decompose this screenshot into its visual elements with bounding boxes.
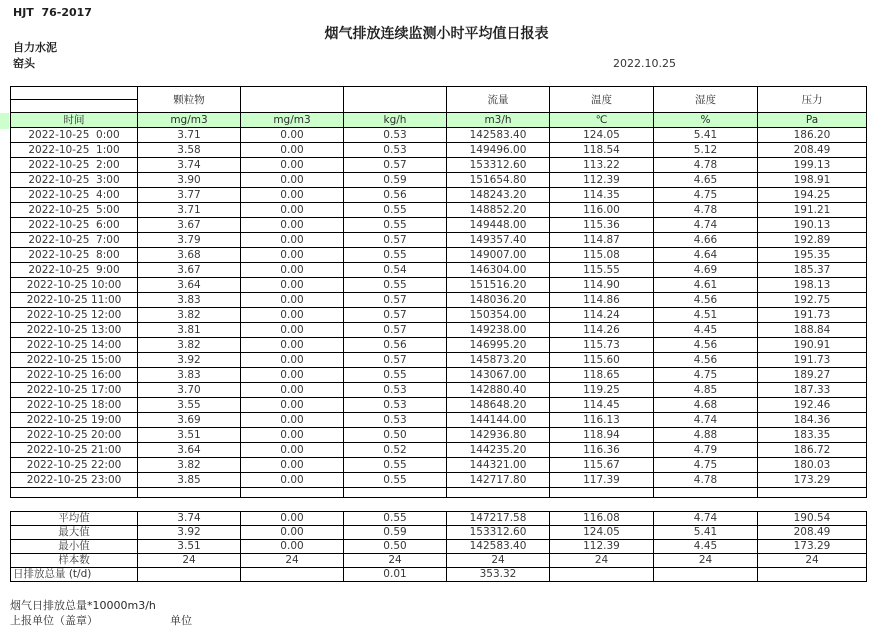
- summary-row: [11, 526, 867, 540]
- value-cell: 4.68: [654, 398, 758, 413]
- unit-label: 单位: [170, 614, 192, 627]
- summary-value-cell: [138, 568, 241, 582]
- value-cell: 187.33: [758, 383, 867, 398]
- summary-value-cell: 0.55: [344, 512, 447, 526]
- value-cell: 4.69: [654, 263, 758, 278]
- value-cell: 114.26: [550, 323, 654, 338]
- time-cell: 2022-10-25 11:00: [11, 293, 138, 308]
- table-row: [11, 353, 867, 368]
- value-cell: 3.58: [138, 143, 241, 158]
- value-cell: 4.61: [654, 278, 758, 293]
- value-cell: 115.73: [550, 338, 654, 353]
- summary-value-cell: 0.01: [344, 568, 447, 582]
- value-cell: 145873.20: [447, 353, 550, 368]
- unit-pressure: Pa: [758, 113, 867, 128]
- time-cell: 2022-10-25 21:00: [11, 443, 138, 458]
- value-cell: 142880.40: [447, 383, 550, 398]
- value-cell: 184.36: [758, 413, 867, 428]
- value-cell: 3.81: [138, 323, 241, 338]
- value-cell: 0.52: [344, 443, 447, 458]
- value-cell: 114.24: [550, 308, 654, 323]
- summary-value-cell: 3.74: [138, 512, 241, 526]
- value-cell: 149448.00: [447, 218, 550, 233]
- group-header-col4: [344, 87, 447, 113]
- table-row: [11, 428, 867, 443]
- value-cell: 180.03: [758, 458, 867, 473]
- value-cell: 0.00: [241, 248, 344, 263]
- group-header-humidity: 湿度: [654, 87, 758, 113]
- value-cell: 146304.00: [447, 263, 550, 278]
- value-cell: 144321.00: [447, 458, 550, 473]
- value-cell: 198.91: [758, 173, 867, 188]
- value-cell: 116.00: [550, 203, 654, 218]
- value-cell: 3.85: [138, 473, 241, 488]
- table-row: [11, 233, 867, 248]
- value-cell: 0.00: [241, 173, 344, 188]
- value-cell: 114.86: [550, 293, 654, 308]
- value-cell: 4.78: [654, 473, 758, 488]
- summary-value-cell: 0.00: [241, 512, 344, 526]
- value-cell: 195.35: [758, 248, 867, 263]
- summary-row: [11, 512, 867, 526]
- table-row: [11, 203, 867, 218]
- value-cell: 115.08: [550, 248, 654, 263]
- table-row: [11, 278, 867, 293]
- value-cell: 198.13: [758, 278, 867, 293]
- summary-value-cell: 208.49: [758, 526, 867, 540]
- value-cell: 3.51: [138, 428, 241, 443]
- value-cell: 4.75: [654, 188, 758, 203]
- spacer-section: [11, 488, 867, 498]
- value-cell: 0.00: [241, 293, 344, 308]
- value-cell: 115.67: [550, 458, 654, 473]
- table-row: [11, 323, 867, 338]
- value-cell: 3.70: [138, 383, 241, 398]
- value-cell: 148243.20: [447, 188, 550, 203]
- units-row: [11, 113, 867, 128]
- time-cell: 2022-10-25 0:00: [11, 128, 138, 143]
- summary-row: [11, 554, 867, 568]
- value-cell: 3.71: [138, 203, 241, 218]
- value-cell: 173.29: [758, 473, 867, 488]
- value-cell: 191.73: [758, 353, 867, 368]
- unit-pm-concentration: mg/m3: [138, 113, 241, 128]
- value-cell: 0.53: [344, 398, 447, 413]
- value-cell: 149007.00: [447, 248, 550, 263]
- summary-value-cell: 124.05: [550, 526, 654, 540]
- value-cell: 3.71: [138, 128, 241, 143]
- value-cell: 4.85: [654, 383, 758, 398]
- summary-table: [10, 511, 867, 582]
- value-cell: 0.55: [344, 248, 447, 263]
- value-cell: 4.74: [654, 413, 758, 428]
- reporting-unit-label: 上报单位（盖章）: [10, 614, 98, 627]
- value-cell: 4.75: [654, 368, 758, 383]
- value-cell: 3.64: [138, 443, 241, 458]
- value-cell: 0.57: [344, 353, 447, 368]
- summary-value-cell: 24: [550, 554, 654, 568]
- table-row: [11, 263, 867, 278]
- value-cell: 3.90: [138, 173, 241, 188]
- value-cell: 124.05: [550, 128, 654, 143]
- time-cell: 2022-10-25 9:00: [11, 263, 138, 278]
- value-cell: 114.90: [550, 278, 654, 293]
- value-cell: 0.56: [344, 338, 447, 353]
- corner-cell-top: [11, 87, 138, 100]
- time-cell: 2022-10-25 12:00: [11, 308, 138, 323]
- unit-col3: mg/m3: [241, 113, 344, 128]
- value-cell: 4.78: [654, 203, 758, 218]
- time-cell: 2022-10-25 14:00: [11, 338, 138, 353]
- value-cell: 0.53: [344, 128, 447, 143]
- value-cell: 0.57: [344, 158, 447, 173]
- summary-value-cell: 190.54: [758, 512, 867, 526]
- summary-value-cell: 0.50: [344, 540, 447, 554]
- time-cell: 2022-10-25 5:00: [11, 203, 138, 218]
- value-cell: 3.69: [138, 413, 241, 428]
- value-cell: 0.55: [344, 218, 447, 233]
- value-cell: 116.36: [550, 443, 654, 458]
- corner-cell-bottom: [11, 100, 138, 113]
- group-header-row: [11, 87, 867, 100]
- value-cell: 0.00: [241, 398, 344, 413]
- station-name: 窑头: [13, 57, 35, 70]
- value-cell: 199.13: [758, 158, 867, 173]
- value-cell: 142717.80: [447, 473, 550, 488]
- summary-value-cell: 153312.60: [447, 526, 550, 540]
- value-cell: 144144.00: [447, 413, 550, 428]
- summary-value-cell: 24: [138, 554, 241, 568]
- value-cell: 4.65: [654, 173, 758, 188]
- value-cell: 191.73: [758, 308, 867, 323]
- value-cell: 0.00: [241, 263, 344, 278]
- unit-humidity: %: [654, 113, 758, 128]
- table-row: [11, 143, 867, 158]
- value-cell: 3.83: [138, 293, 241, 308]
- value-cell: 0.00: [241, 353, 344, 368]
- value-cell: 3.64: [138, 278, 241, 293]
- time-cell: 2022-10-25 13:00: [11, 323, 138, 338]
- value-cell: 117.39: [550, 473, 654, 488]
- time-cell: 2022-10-25 6:00: [11, 218, 138, 233]
- value-cell: 153312.60: [447, 158, 550, 173]
- value-cell: 0.50: [344, 428, 447, 443]
- table-row: [11, 128, 867, 143]
- summary-value-cell: 5.41: [654, 526, 758, 540]
- table-row: [11, 338, 867, 353]
- value-cell: 3.92: [138, 353, 241, 368]
- value-cell: 4.64: [654, 248, 758, 263]
- value-cell: 118.54: [550, 143, 654, 158]
- summary-value-cell: 24: [758, 554, 867, 568]
- value-cell: 190.13: [758, 218, 867, 233]
- value-cell: 148036.20: [447, 293, 550, 308]
- summary-value-cell: 173.29: [758, 540, 867, 554]
- table-row: [11, 158, 867, 173]
- value-cell: 114.87: [550, 233, 654, 248]
- value-cell: 3.79: [138, 233, 241, 248]
- table-row: [11, 443, 867, 458]
- time-cell: 2022-10-25 17:00: [11, 383, 138, 398]
- value-cell: 115.55: [550, 263, 654, 278]
- value-cell: 151654.80: [447, 173, 550, 188]
- value-cell: 0.57: [344, 293, 447, 308]
- table-row: [11, 218, 867, 233]
- group-header-flow: 流量: [447, 87, 550, 113]
- value-cell: 0.55: [344, 473, 447, 488]
- value-cell: 0.00: [241, 383, 344, 398]
- value-cell: 3.82: [138, 338, 241, 353]
- summary-value-cell: 0.59: [344, 526, 447, 540]
- value-cell: 0.57: [344, 308, 447, 323]
- row-highlight-margin: [0, 113, 9, 129]
- value-cell: 3.77: [138, 188, 241, 203]
- time-cell: 2022-10-25 20:00: [11, 428, 138, 443]
- value-cell: 144235.20: [447, 443, 550, 458]
- value-cell: 4.66: [654, 233, 758, 248]
- summary-label-cell: 最小值: [11, 540, 138, 554]
- value-cell: 3.74: [138, 158, 241, 173]
- group-header-particulate: 颗粒物: [138, 87, 241, 113]
- time-cell: 2022-10-25 8:00: [11, 248, 138, 263]
- time-cell: 2022-10-25 23:00: [11, 473, 138, 488]
- value-cell: 0.00: [241, 323, 344, 338]
- value-cell: 183.35: [758, 428, 867, 443]
- summary-label-cell: 最大值: [11, 526, 138, 540]
- table-row: [11, 473, 867, 488]
- value-cell: 190.91: [758, 338, 867, 353]
- summary-value-cell: 24: [344, 554, 447, 568]
- value-cell: 5.12: [654, 143, 758, 158]
- value-cell: 0.00: [241, 218, 344, 233]
- summary-label-cell: 样本数: [11, 554, 138, 568]
- value-cell: 3.67: [138, 218, 241, 233]
- summary-label-cell: 平均值: [11, 512, 138, 526]
- group-header-temperature: 温度: [550, 87, 654, 113]
- value-cell: 148852.20: [447, 203, 550, 218]
- value-cell: 149238.00: [447, 323, 550, 338]
- time-cell: 2022-10-25 18:00: [11, 398, 138, 413]
- summary-value-cell: 3.51: [138, 540, 241, 554]
- summary-value-cell: 24: [654, 554, 758, 568]
- value-cell: 149357.40: [447, 233, 550, 248]
- report-title: 烟气排放连续监测小时平均值日报表: [324, 26, 549, 42]
- summary-value-cell: 0.00: [241, 540, 344, 554]
- value-cell: 142583.40: [447, 128, 550, 143]
- summary-row: [11, 568, 867, 582]
- value-cell: 4.51: [654, 308, 758, 323]
- value-cell: 0.00: [241, 428, 344, 443]
- table-row: [11, 383, 867, 398]
- value-cell: 0.00: [241, 443, 344, 458]
- value-cell: 0.00: [241, 233, 344, 248]
- value-cell: 118.65: [550, 368, 654, 383]
- summary-row: [11, 540, 867, 554]
- value-cell: 0.00: [241, 368, 344, 383]
- value-cell: 151516.20: [447, 278, 550, 293]
- value-cell: 149496.00: [447, 143, 550, 158]
- value-cell: 0.57: [344, 233, 447, 248]
- value-cell: 4.56: [654, 338, 758, 353]
- value-cell: 3.68: [138, 248, 241, 263]
- time-cell: 2022-10-25 1:00: [11, 143, 138, 158]
- value-cell: 0.55: [344, 203, 447, 218]
- summary-value-cell: 116.08: [550, 512, 654, 526]
- value-cell: 118.94: [550, 428, 654, 443]
- value-cell: 114.45: [550, 398, 654, 413]
- summary-value-cell: 4.74: [654, 512, 758, 526]
- value-cell: 4.74: [654, 218, 758, 233]
- summary-value-cell: 24: [447, 554, 550, 568]
- header-section: [11, 87, 867, 128]
- time-cell: 2022-10-25 16:00: [11, 368, 138, 383]
- value-cell: 119.25: [550, 383, 654, 398]
- value-cell: 0.54: [344, 263, 447, 278]
- table-row: [11, 173, 867, 188]
- table-row: [11, 413, 867, 428]
- value-cell: 0.53: [344, 383, 447, 398]
- value-cell: 0.00: [241, 473, 344, 488]
- main-table: [10, 86, 867, 498]
- value-cell: 113.22: [550, 158, 654, 173]
- value-cell: 4.88: [654, 428, 758, 443]
- value-cell: 0.00: [241, 338, 344, 353]
- summary-value-cell: 142583.40: [447, 540, 550, 554]
- value-cell: 208.49: [758, 143, 867, 158]
- value-cell: 0.55: [344, 368, 447, 383]
- group-header-col3: [241, 87, 344, 113]
- value-cell: 3.82: [138, 308, 241, 323]
- time-cell: 2022-10-25 19:00: [11, 413, 138, 428]
- summary-value-cell: 24: [241, 554, 344, 568]
- value-cell: 0.53: [344, 143, 447, 158]
- table-row: [11, 248, 867, 263]
- value-cell: 143067.00: [447, 368, 550, 383]
- group-header-pressure: 压力: [758, 87, 867, 113]
- summary-value-cell: [550, 568, 654, 582]
- table-row: [11, 368, 867, 383]
- company-name: 自力水泥: [13, 41, 57, 54]
- summary-value-cell: 3.92: [138, 526, 241, 540]
- summary-value-cell: [241, 568, 344, 582]
- value-cell: 0.56: [344, 188, 447, 203]
- value-cell: 4.78: [654, 158, 758, 173]
- value-cell: 3.67: [138, 263, 241, 278]
- value-cell: 0.00: [241, 158, 344, 173]
- value-cell: 0.00: [241, 308, 344, 323]
- value-cell: 112.39: [550, 173, 654, 188]
- value-cell: 0.00: [241, 413, 344, 428]
- value-cell: 194.25: [758, 188, 867, 203]
- value-cell: 114.35: [550, 188, 654, 203]
- value-cell: 4.75: [654, 458, 758, 473]
- summary-rows: [11, 512, 867, 582]
- value-cell: 3.55: [138, 398, 241, 413]
- value-cell: 146995.20: [447, 338, 550, 353]
- summary-label-cell: 日排放总量 (t/d): [11, 568, 138, 582]
- value-cell: 4.56: [654, 293, 758, 308]
- value-cell: 5.41: [654, 128, 758, 143]
- value-cell: 116.13: [550, 413, 654, 428]
- summary-value-cell: 112.39: [550, 540, 654, 554]
- unit-flow: m3/h: [447, 113, 550, 128]
- value-cell: 148648.20: [447, 398, 550, 413]
- value-cell: 115.60: [550, 353, 654, 368]
- value-cell: 3.82: [138, 458, 241, 473]
- value-cell: 4.79: [654, 443, 758, 458]
- value-cell: 0.00: [241, 143, 344, 158]
- value-cell: 0.00: [241, 203, 344, 218]
- summary-value-cell: 4.45: [654, 540, 758, 554]
- value-cell: 0.00: [241, 278, 344, 293]
- value-cell: 0.00: [241, 458, 344, 473]
- time-cell: 2022-10-25 3:00: [11, 173, 138, 188]
- value-cell: 0.00: [241, 188, 344, 203]
- value-cell: 191.21: [758, 203, 867, 218]
- value-cell: 0.53: [344, 413, 447, 428]
- summary-value-cell: 353.32: [447, 568, 550, 582]
- summary-value-cell: [654, 568, 758, 582]
- table-row: [11, 188, 867, 203]
- value-cell: 186.72: [758, 443, 867, 458]
- unit-temperature: ℃: [550, 113, 654, 128]
- time-cell: 2022-10-25 15:00: [11, 353, 138, 368]
- time-column-header: 时间: [11, 113, 138, 128]
- value-cell: 0.55: [344, 278, 447, 293]
- summary-value-cell: 147217.58: [447, 512, 550, 526]
- time-cell: 2022-10-25 2:00: [11, 158, 138, 173]
- spacer-row: [11, 488, 867, 498]
- flow-total-note: 烟气日排放总量*10000m3/h: [10, 599, 156, 612]
- value-cell: 4.45: [654, 323, 758, 338]
- report-date: 2022.10.25: [613, 57, 676, 70]
- value-cell: 188.84: [758, 323, 867, 338]
- value-cell: 189.27: [758, 368, 867, 383]
- summary-value-cell: 0.00: [241, 526, 344, 540]
- value-cell: 0.55: [344, 458, 447, 473]
- time-cell: 2022-10-25 22:00: [11, 458, 138, 473]
- standard-label: HJT 76-2017: [13, 6, 92, 19]
- time-cell: 2022-10-25 4:00: [11, 188, 138, 203]
- summary-value-cell: [758, 568, 867, 582]
- table-row: [11, 458, 867, 473]
- value-cell: 186.20: [758, 128, 867, 143]
- value-cell: 115.36: [550, 218, 654, 233]
- value-cell: 0.57: [344, 323, 447, 338]
- value-cell: 192.89: [758, 233, 867, 248]
- table-row: [11, 398, 867, 413]
- value-cell: 0.00: [241, 128, 344, 143]
- time-cell: 2022-10-25 10:00: [11, 278, 138, 293]
- value-cell: 192.46: [758, 398, 867, 413]
- value-cell: 150354.00: [447, 308, 550, 323]
- unit-pm-rate: kg/h: [344, 113, 447, 128]
- data-rows: [11, 128, 867, 488]
- value-cell: 142936.80: [447, 428, 550, 443]
- table-row: [11, 293, 867, 308]
- value-cell: 192.75: [758, 293, 867, 308]
- table-row: [11, 308, 867, 323]
- value-cell: 3.83: [138, 368, 241, 383]
- time-cell: 2022-10-25 7:00: [11, 233, 138, 248]
- value-cell: 4.56: [654, 353, 758, 368]
- value-cell: 0.59: [344, 173, 447, 188]
- value-cell: 185.37: [758, 263, 867, 278]
